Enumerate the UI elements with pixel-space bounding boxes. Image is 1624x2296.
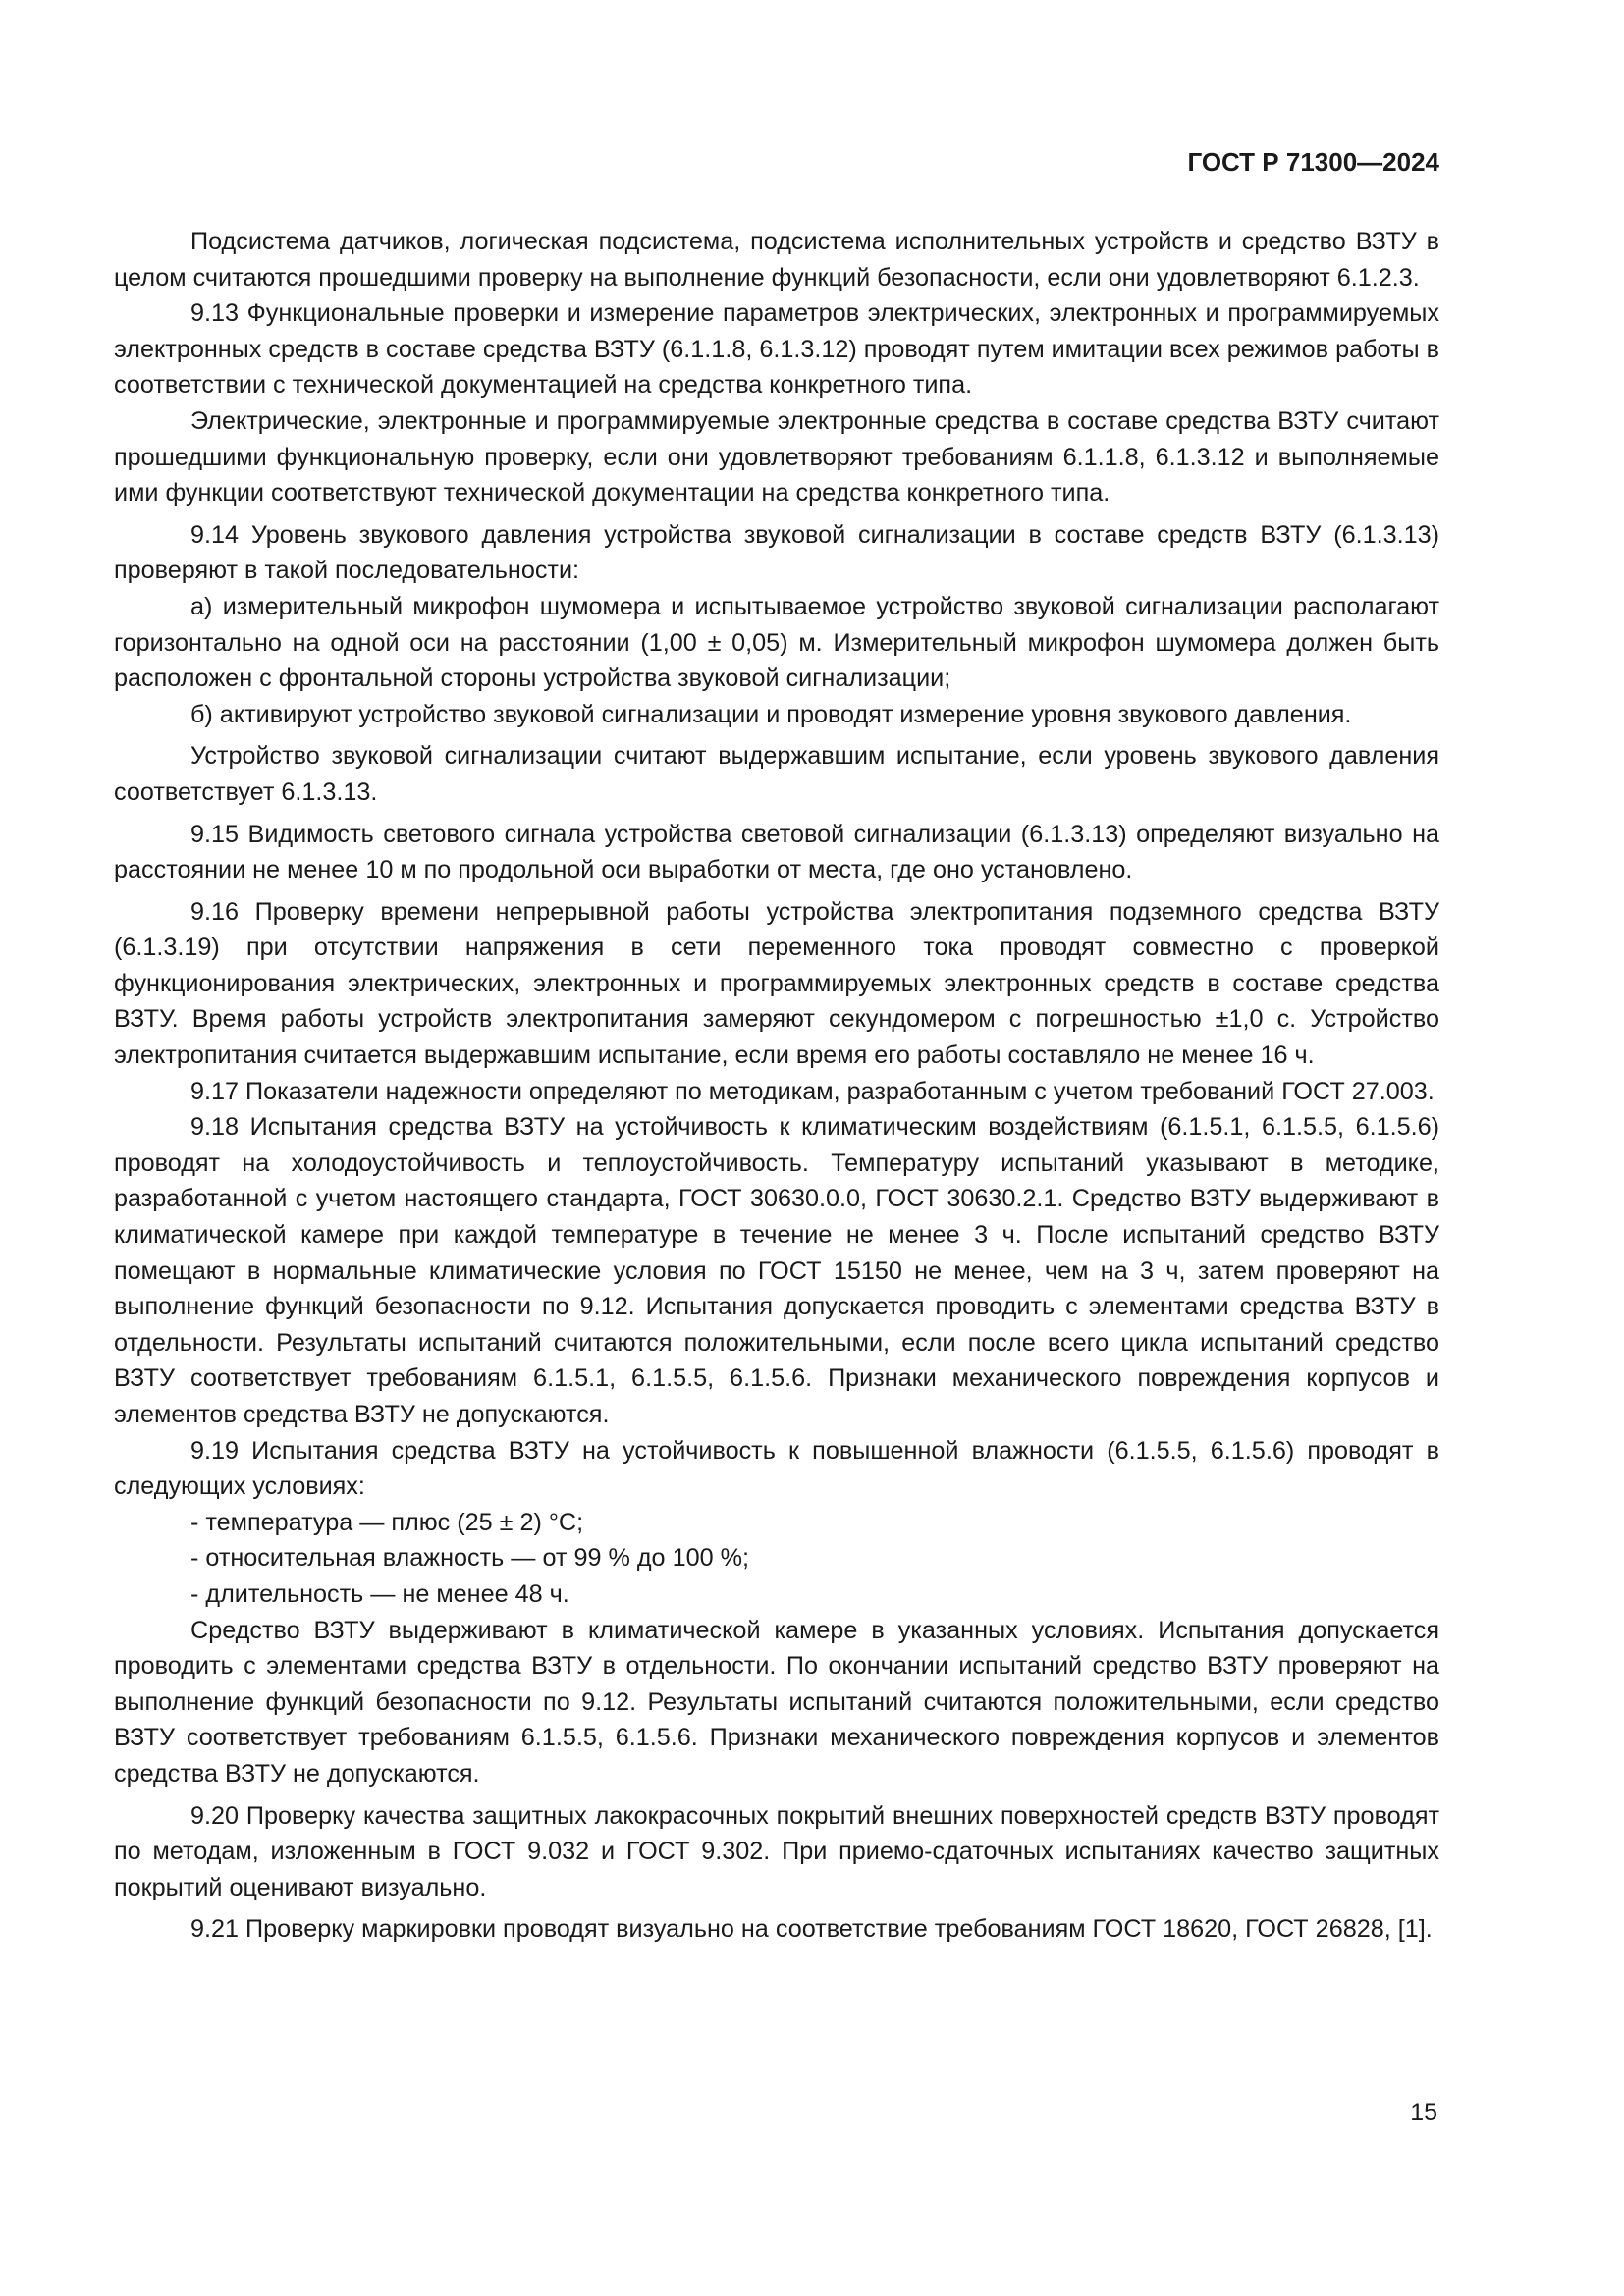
document-header-id: ГОСТ Р 71300—2024 — [1187, 147, 1439, 177]
list-item: а) измерительный микрофон шумомера и испытываемое устройство звуковой сигнализации располагают горизонтально на одной оси на расстоянии (1,00 ± 0,05) м. Измерительный микрофон шумомера должен быть расположен с фронтальной стороны устройства звуковой сигнализации; — [114, 592, 1439, 693]
page-number: 15 — [1410, 2099, 1437, 2126]
paragraph-9-18: 9.18 Испытания средства ВЗТУ на устойчивость к климатическим воздействиям (6.1.5.1, 6.1.5.5, 6.1.5.6) проводят на холодоустойчивость и теплоустойчивость. Температуру испытаний указывают в методике, разработанной с учетом настоящего стандарта, ГОСТ 30630.0.0, ГОСТ 30630.2.1. Средство ВЗТУ выдерживают в климатической камере при каждой температуре в течение не менее 3 ч. После испытаний средство ВЗТУ помещают в нормальные климатические условия по ГОСТ 15150 не менее, чем на 3 ч, затем проверяют на выполнение функций безопасности по 9.12. Испытания допускается проводить с элементами средства ВЗТУ в отдельности. Результаты испытаний считаются положительными, если после всего цикла испытаний средство ВЗТУ соответствует требованиям 6.1.5.1, 6.1.5.5, 6.1.5.6. Признаки механического повреждения корпусов и элементов средства ВЗТУ не допускаются. — [114, 1113, 1439, 1428]
paragraph: Электрические, электронные и программируемые электронные средства в составе средства ВЗТУ считают прошедшими функциональную проверку, если они удовлетворяют требованиям 6.1.1.8, 6.1.3.12 и выполняемые ими функции соответствуют технической документации на средства конкретного типа. — [114, 406, 1439, 507]
paragraph-9-15: 9.15 Видимость светового сигнала устройства световой сигнализации (6.1.3.13) определяют визуально на расстоянии не менее 10 м по продольной оси выработки от места, где оно установлено. — [114, 820, 1439, 884]
paragraph: Средство ВЗТУ выдерживают в климатической камере в указанных условиях. Испытания допускается проводить с элементами средства ВЗТУ в отдельности. По окончании испытаний средство ВЗТУ проверяют на выполнение функций безопасности по 9.12. Результаты испытаний считаются положительными, если средство ВЗТУ соответствует требованиям 6.1.5.5, 6.1.5.6. Признаки механического повреждения корпусов и элементов средства ВЗТУ не допускаются. — [114, 1616, 1439, 1788]
paragraph: Подсистема датчиков, логическая подсистема, подсистема исполнительных устройств и средство ВЗТУ в целом считаются прошедшими проверку на выполнение функций безопасности, если они удовлетворяют 6.1.2.3. — [114, 228, 1439, 292]
paragraph-9-16: 9.16 Проверку времени непрерывной работы устройства электропитания подземного средства ВЗТУ (6.1.3.19) при отсутствии напряжения в сети переменного тока проводят совместно с проверкой функционирования электрических, электронных и программируемых электронных средств в составе средства ВЗТУ. Время работы устройств электропитания замеряют секундомером с погрешностью ±1,0 с. Устройство электропитания считается выдержавшим испытание, если время его работы составляло не менее 16 ч. — [114, 897, 1439, 1070]
paragraph-9-17: 9.17 Показатели надежности определяют по методикам, разработанным с учетом требований ГОСТ 27.003. — [190, 1077, 1435, 1105]
list-item: - относительная влажность — от 99 % до 100 %; — [190, 1544, 749, 1573]
list-item: - температура — плюс (25 ± 2) °С; — [190, 1508, 584, 1536]
list-item: б) активируют устройство звуковой сигнализации и проводят измерение уровня звукового давления. — [190, 700, 1352, 728]
paragraph-9-20: 9.20 Проверку качества защитных лакокрасочных покрытий внешних поверхностей средств ВЗТУ проводят по методам, изложенным в ГОСТ 9.032 и ГОСТ 9.302. При приемо-сдаточных испытаниях качество защитных покрытий оценивают визуально. — [114, 1801, 1439, 1901]
paragraph-9-14: 9.14 Уровень звукового давления устройства звуковой сигнализации в составе средств ВЗТУ (6.1.3.13) проверяют в такой последовательности: — [114, 520, 1439, 585]
paragraph-9-13: 9.13 Функциональные проверки и измерение параметров электрических, электронных и программируемых электронных средств в составе средства ВЗТУ (6.1.1.8, 6.1.3.12) проводят путем имитации всех режимов работы в соответствии с технической документацией на средства конкретного типа. — [114, 299, 1439, 400]
document-body — [114, 224, 1439, 1948]
paragraph-9-21: 9.21 Проверку маркировки проводят визуально на соответствие требованиям ГОСТ 18620, ГОСТ 26828, [1]. — [190, 1915, 1433, 1944]
paragraph: Устройство звуковой сигнализации считают выдержавшим испытание, если уровень звукового давления соответствует 6.1.3.13. — [114, 742, 1439, 806]
list-item: - длительность — не менее 48 ч. — [190, 1579, 569, 1608]
paragraph-9-19: 9.19 Испытания средства ВЗТУ на устойчивость к повышенной влажности (6.1.5.5, 6.1.5.6) проводят в следующих условиях: — [114, 1436, 1439, 1501]
